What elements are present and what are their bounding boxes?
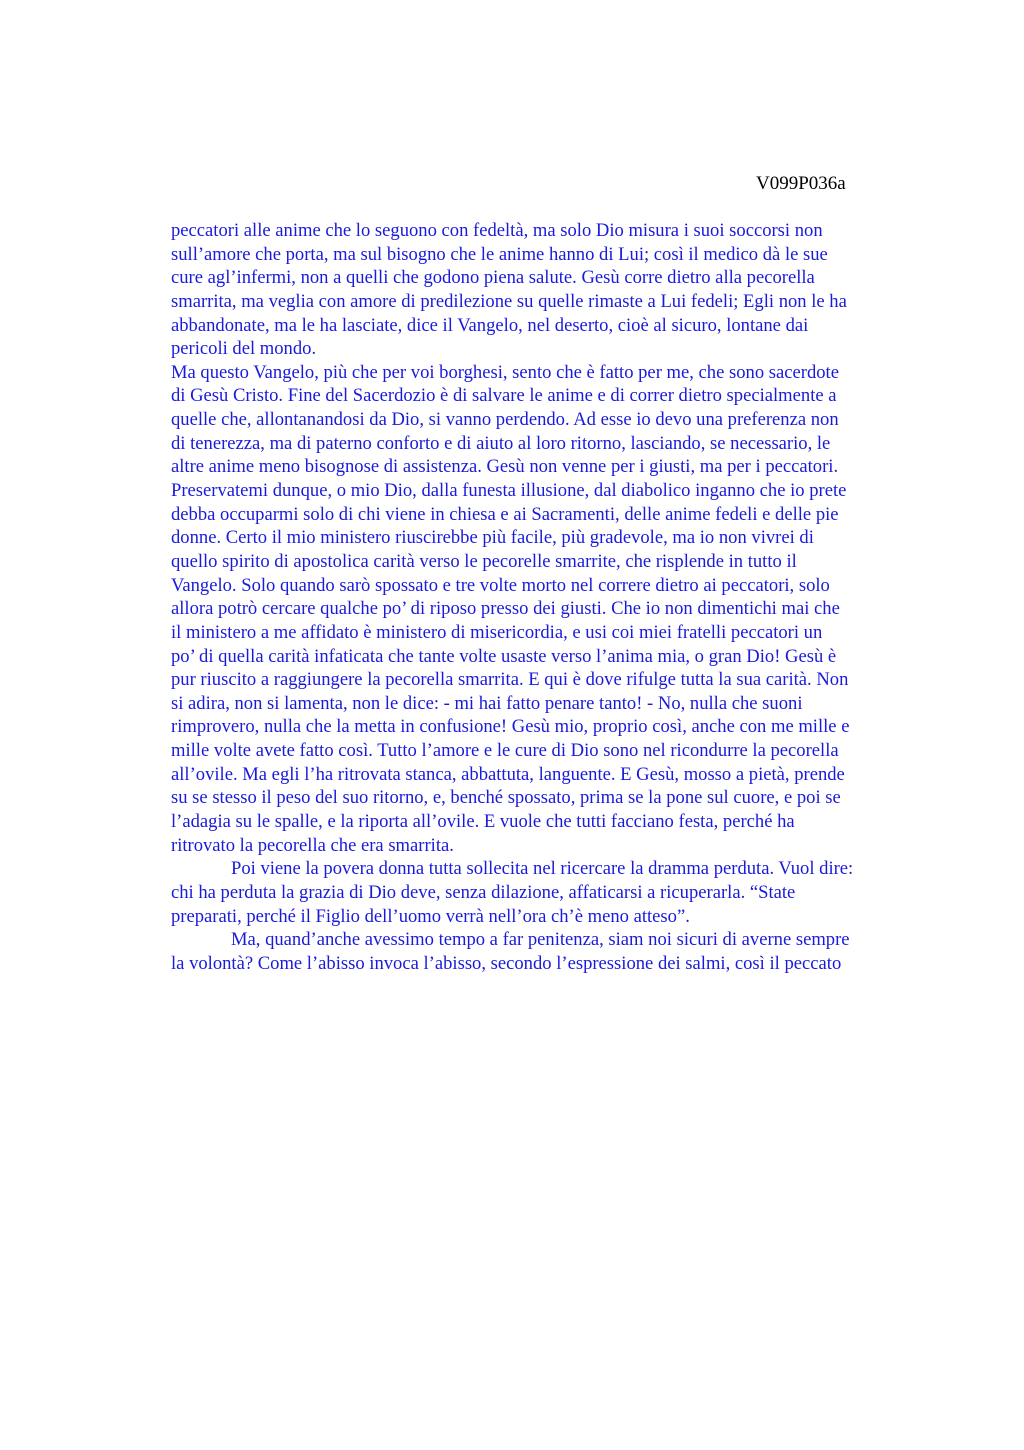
text-line: mille volte avete fatto così. Tutto l’amore e le cure di Dio sono nel ricondurre la pecorella [171,740,839,762]
text-line: preparati, perché il Figlio dell’uomo verrà nell’ora ch’è meno atteso”. [171,905,690,927]
text-line: abbandonate, ma le ha lasciate, dice il Vangelo, nel deserto, cioè al sicuro, lontane dai [171,314,809,336]
text-line: pericoli del mondo. [171,338,317,360]
text-line: su se stesso il peso del suo ritorno, e, benché spossato, prima se la pone sul cuore, e poi se [171,787,841,809]
text-line: Vangelo. Solo quando sarò spossato e tre volte morto nel correre dietro ai peccatori, solo [171,574,830,596]
text-line: si adira, non si lamenta, non le dice: - mi hai fatto penare tanto! - No, nulla che suoni [171,692,803,714]
document-body [171,219,931,976]
text-line: la volontà? Come l’abisso invoca l’abisso, secondo l’espressione dei salmi, così il peccato [171,952,842,974]
text-line: pur riuscito a raggiungere la pecorella smarrita. E qui è dove rifulge tutta la sua carità. Non [171,669,849,691]
text-line: debba occuparmi solo di chi viene in chiesa e ai Sacramenti, delle anime fedeli e delle pie [171,503,839,525]
text-line: di tenerezza, ma di paterno conforto e di aiuto al loro ritorno, lasciando, se necessario, le [171,432,831,454]
text-line: po’ di quella carità infaticata che tante volte usaste verso l’anima mia, o gran Dio! Gesù è [171,645,837,667]
text-line-indented: Ma, quand’anche avessimo tempo a far penitenza, siam noi sicuri di averne sempre [231,929,850,951]
page-code: V099P036a [756,173,846,194]
text-line: l’adagia su le spalle, e la riporta all’ovile. E vuole che tutti facciano festa, perché ha [171,811,795,833]
text-line-indented: Poi viene la povera donna tutta sollecita nel ricercare la dramma perduta. Vuol dire: [231,858,854,880]
text-line: cure agl’infermi, non a quelli che godono piena salute. Gesù corre dietro alla pecorella [171,267,815,289]
text-line: il ministero a me affidato è ministero di misericordia, e usi coi miei fratelli peccatori un [171,621,823,643]
text-line: di Gesù Cristo. Fine del Sacerdozio è di salvare le anime e di correr dietro specialmente a [171,385,837,407]
text-line: chi ha perduta la grazia di Dio deve, senza dilazione, affaticarsi a ricuperarla. “State [171,881,796,903]
text-line: quello spirito di apostolica carità verso le pecorelle smarrite, che risplende in tutto il [171,550,797,572]
text-line: allora potrò cercare qualche po’ di riposo presso dei giusti. Che io non dimentichi mai che [171,598,840,620]
text-line: altre anime meno bisognose di assistenza. Gesù non venne per i giusti, ma per i peccatori. [171,456,839,478]
text-line: donne. Certo il mio ministero riuscirebbe più facile, più gradevole, ma io non vivrei di [171,527,814,549]
text-line: rimprovero, nulla che la metta in confusione! Gesù mio, proprio così, anche con me mille e [171,716,850,738]
text-line: smarrita, ma veglia con amore di predilezione su quelle rimaste a Lui fedeli; Egli non le ha [171,290,847,312]
text-line: quelle che, allontanandosi da Dio, si vanno perdendo. Ad esse io devo una preferenza non [171,409,839,431]
text-line: Ma questo Vangelo, più che per voi borghesi, sento che è fatto per me, che sono sacerdote [171,361,839,383]
text-line: sull’amore che porta, ma sul bisogno che le anime hanno di Lui; così il medico dà le sue [171,243,828,265]
text-line: all’ovile. Ma egli l’ha ritrovata stanca, abbattuta, languente. E Gesù, mosso a pietà, prende [171,763,845,785]
text-line: peccatori alle anime che lo seguono con fedeltà, ma solo Dio misura i suoi soccorsi non [171,220,823,241]
text-line: Preservatemi dunque, o mio Dio, dalla funesta illusione, dal diabolico inganno che io prete [171,480,847,502]
text-line: ritrovato la pecorella che era smarrita. [171,834,454,856]
